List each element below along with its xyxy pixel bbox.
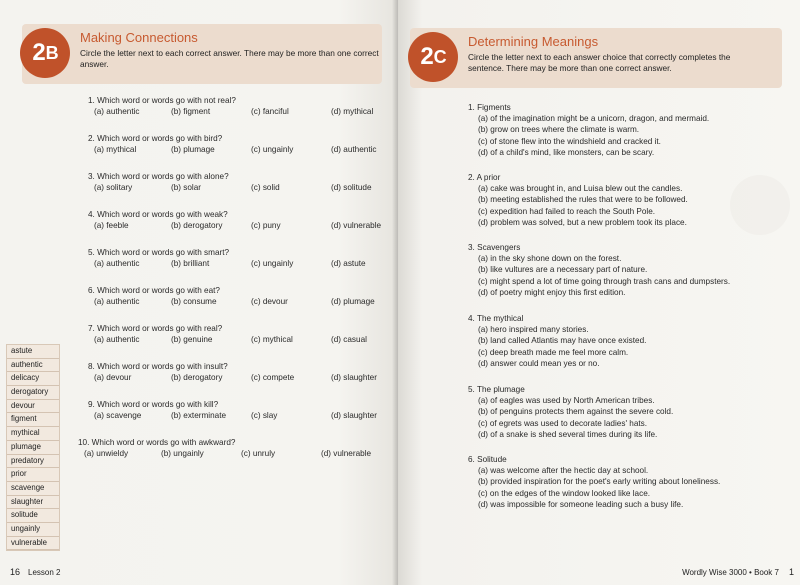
book-title: Wordly Wise 3000 • Book 7 bbox=[682, 568, 779, 577]
option-a[interactable]: (a) cake was brought in, and Luisa blew out the candles. bbox=[478, 184, 683, 193]
question-3 bbox=[88, 172, 388, 192]
option-b[interactable]: (b) provided inspiration for the poet's early writing about loneliness. bbox=[478, 477, 721, 487]
question-stem: 6. Which word or words go with eat? bbox=[88, 286, 220, 295]
choice-c[interactable]: (c) ungainly bbox=[251, 145, 294, 154]
question-stem: 4. Which word or words go with weak? bbox=[88, 210, 228, 219]
question-9 bbox=[88, 400, 388, 420]
word-list-item: mythical bbox=[7, 427, 59, 441]
option-b[interactable]: (b) land called Atlantis may have once existed. bbox=[478, 336, 647, 346]
option-a[interactable]: (a) of the imagination might be a unicorn, dragon, and mermaid. bbox=[478, 114, 710, 123]
word-list-item: predatory bbox=[7, 455, 59, 469]
lesson-label: Lesson 2 bbox=[28, 568, 61, 577]
choice-b[interactable]: (b) genuine bbox=[171, 335, 213, 344]
section-letter: C bbox=[433, 46, 446, 67]
page-number: 1 bbox=[788, 567, 794, 577]
choice-a[interactable]: (a) feeble bbox=[94, 221, 129, 230]
question-stem: 2. A prior bbox=[468, 173, 501, 182]
option-b[interactable]: (b) meeting established the rules that were to be followed. bbox=[478, 195, 688, 205]
option-d[interactable]: (d) answer could mean yes or no. bbox=[478, 358, 600, 368]
option-c[interactable]: (c) might spend a lot of time going through trash cans and dumpsters. bbox=[478, 276, 731, 286]
word-list-box bbox=[6, 344, 60, 551]
choice-d[interactable]: (d) casual bbox=[331, 335, 367, 344]
question-stem: 8. Which word or words go with insult? bbox=[88, 362, 228, 371]
question-stem: 1. Which word or words go with not real? bbox=[88, 96, 236, 105]
choice-d[interactable]: (d) solitude bbox=[331, 183, 372, 192]
word-list-item: derogatory bbox=[7, 386, 59, 400]
word-list-item: authentic bbox=[7, 359, 59, 373]
choice-a[interactable]: (a) scavenge bbox=[94, 411, 142, 420]
choice-c[interactable]: (c) slay bbox=[251, 411, 278, 420]
choice-d[interactable]: (d) authentic bbox=[331, 145, 377, 154]
page-footer bbox=[10, 567, 60, 577]
choice-d[interactable]: (d) slaughter bbox=[331, 411, 377, 420]
choice-c[interactable]: (c) mythical bbox=[251, 335, 293, 344]
section-instructions: Circle the letter next to each answer choice that correctly completes the sentence. There may be more than one correct answer. bbox=[468, 52, 731, 73]
choice-d[interactable]: (d) astute bbox=[331, 259, 366, 268]
choice-d[interactable]: (d) vulnerable bbox=[331, 221, 382, 230]
choice-b[interactable]: (b) plumage bbox=[171, 145, 215, 154]
right-page bbox=[398, 0, 800, 585]
question-stem: 5. The plumage bbox=[468, 385, 525, 394]
choice-a[interactable]: (a) authentic bbox=[94, 297, 140, 306]
word-list-item: slaughter bbox=[7, 496, 59, 510]
option-c[interactable]: (c) of egrets was used to decorate ladies' hats. bbox=[478, 418, 648, 428]
choice-b[interactable]: (b) figment bbox=[171, 107, 211, 116]
choice-b[interactable]: (b) solar bbox=[171, 183, 202, 192]
choice-d[interactable]: (d) slaughter bbox=[331, 373, 377, 382]
question-5 bbox=[88, 248, 388, 268]
section-title: Making Connections bbox=[80, 30, 198, 45]
section-header-2c bbox=[410, 28, 782, 88]
question-stem: 10. Which word or words go with awkward? bbox=[78, 438, 236, 447]
question-stem: 4. The mythical bbox=[468, 314, 524, 323]
section-badge bbox=[408, 32, 458, 82]
option-a[interactable]: (a) was welcome after the hectic day at school. bbox=[478, 466, 649, 475]
question-5 bbox=[468, 384, 788, 440]
question-4 bbox=[88, 210, 388, 230]
choice-d[interactable]: (d) vulnerable bbox=[321, 449, 372, 458]
section-header-2b bbox=[22, 24, 382, 84]
choice-b[interactable]: (b) ungainly bbox=[161, 449, 204, 458]
question-10 bbox=[78, 438, 378, 458]
word-list-item: vulnerable bbox=[7, 537, 59, 551]
page-number: 16 bbox=[10, 567, 21, 577]
option-d[interactable]: (d) was impossible for someone leading such a busy life. bbox=[478, 499, 684, 509]
question-1 bbox=[468, 102, 788, 158]
option-b[interactable]: (b) grow on trees where the climate is warm. bbox=[478, 125, 640, 135]
question-8 bbox=[88, 362, 388, 382]
choice-d[interactable]: (d) mythical bbox=[331, 107, 374, 116]
question-stem: 6. Solitude bbox=[468, 455, 507, 464]
option-d[interactable]: (d) of a child's mind, like monsters, can be scary. bbox=[478, 147, 655, 157]
option-c[interactable]: (c) on the edges of the window looked like lace. bbox=[478, 488, 651, 498]
word-list-item: delicacy bbox=[7, 372, 59, 386]
option-d[interactable]: (d) problem was solved, but a new problem took its place. bbox=[478, 217, 687, 227]
word-list-item: devour bbox=[7, 400, 59, 414]
choice-b[interactable]: (b) brilliant bbox=[171, 259, 210, 268]
word-list-item: astute bbox=[7, 345, 59, 359]
section-letter: B bbox=[45, 42, 58, 63]
section-title: Determining Meanings bbox=[468, 34, 599, 49]
choice-c[interactable]: (c) unruly bbox=[241, 449, 276, 458]
question-2 bbox=[88, 134, 388, 154]
question-2 bbox=[468, 172, 788, 228]
option-c[interactable]: (c) expedition had failed to reach the South Pole. bbox=[478, 206, 656, 216]
question-stem: 2. Which word or words go with bird? bbox=[88, 134, 223, 143]
word-list-item: scavenge bbox=[7, 482, 59, 496]
choice-c[interactable]: (c) puny bbox=[251, 221, 281, 230]
choice-d[interactable]: (d) plumage bbox=[331, 297, 375, 306]
choice-c[interactable]: (c) devour bbox=[251, 297, 288, 306]
question-6 bbox=[468, 454, 788, 510]
option-d[interactable]: (d) of a snake is shed several times during its life. bbox=[478, 429, 658, 439]
option-b[interactable]: (b) like vultures are a necessary part of nature. bbox=[478, 265, 648, 275]
section-badge bbox=[20, 28, 70, 78]
question-4 bbox=[468, 313, 788, 369]
question-stem: 3. Scavengers bbox=[468, 243, 521, 252]
question-6 bbox=[88, 286, 388, 306]
question-stem: 9. Which word or words go with kill? bbox=[88, 400, 219, 409]
choice-c[interactable]: (c) fanciful bbox=[251, 107, 289, 116]
choice-a[interactable]: (a) mythical bbox=[94, 145, 137, 154]
section-instructions: Circle the letter next to each correct answer. There may be more than one correct answer. bbox=[80, 48, 379, 69]
choice-b[interactable]: (b) derogatory bbox=[171, 373, 223, 382]
option-b[interactable]: (b) of penguins protects them against the severe cold. bbox=[478, 407, 674, 417]
question-stem: 5. Which word or words go with smart? bbox=[88, 248, 230, 257]
question-3 bbox=[468, 242, 788, 298]
question-1 bbox=[88, 96, 388, 116]
question-stem: 7. Which word or words go with real? bbox=[88, 324, 223, 333]
choice-a[interactable]: (a) authentic bbox=[94, 107, 140, 116]
choice-b[interactable]: (b) derogatory bbox=[171, 221, 223, 230]
choice-b[interactable]: (b) consume bbox=[171, 297, 217, 306]
choice-a[interactable]: (a) authentic bbox=[94, 259, 140, 268]
page-footer bbox=[682, 567, 794, 577]
option-a[interactable]: (a) in the sky shone down on the forest. bbox=[478, 254, 622, 263]
section-number: 2 bbox=[32, 39, 45, 66]
choice-c[interactable]: (c) ungainly bbox=[251, 259, 294, 268]
section-number: 2 bbox=[420, 43, 433, 70]
word-list-item: prior bbox=[7, 468, 59, 482]
word-list-item: plumage bbox=[7, 441, 59, 455]
option-c[interactable]: (c) deep breath made me feel more calm. bbox=[478, 347, 629, 357]
choice-a[interactable]: (a) devour bbox=[94, 373, 132, 382]
choice-b[interactable]: (b) exterminate bbox=[171, 411, 227, 420]
word-list-item: solitude bbox=[7, 509, 59, 523]
option-d[interactable]: (d) of poetry might enjoy this first edition. bbox=[478, 287, 626, 297]
option-a[interactable]: (a) of eagles was used by North American tribes. bbox=[478, 396, 655, 405]
choice-a[interactable]: (a) authentic bbox=[94, 335, 140, 344]
left-page bbox=[0, 0, 398, 585]
option-a[interactable]: (a) hero inspired many stories. bbox=[478, 325, 589, 334]
question-7 bbox=[88, 324, 388, 344]
question-stem: 3. Which word or words go with alone? bbox=[88, 172, 229, 181]
question-stem: 1. Figments bbox=[468, 103, 511, 112]
choice-a[interactable]: (a) solitary bbox=[94, 183, 133, 192]
option-c[interactable]: (c) of stone flew into the windshield and cracked it. bbox=[478, 136, 661, 146]
word-list-item: figment bbox=[7, 413, 59, 427]
choice-c[interactable]: (c) compete bbox=[251, 373, 295, 382]
word-list-item: ungainly bbox=[7, 523, 59, 537]
choice-a[interactable]: (a) unwieldy bbox=[84, 449, 129, 458]
choice-c[interactable]: (c) solid bbox=[251, 183, 280, 192]
